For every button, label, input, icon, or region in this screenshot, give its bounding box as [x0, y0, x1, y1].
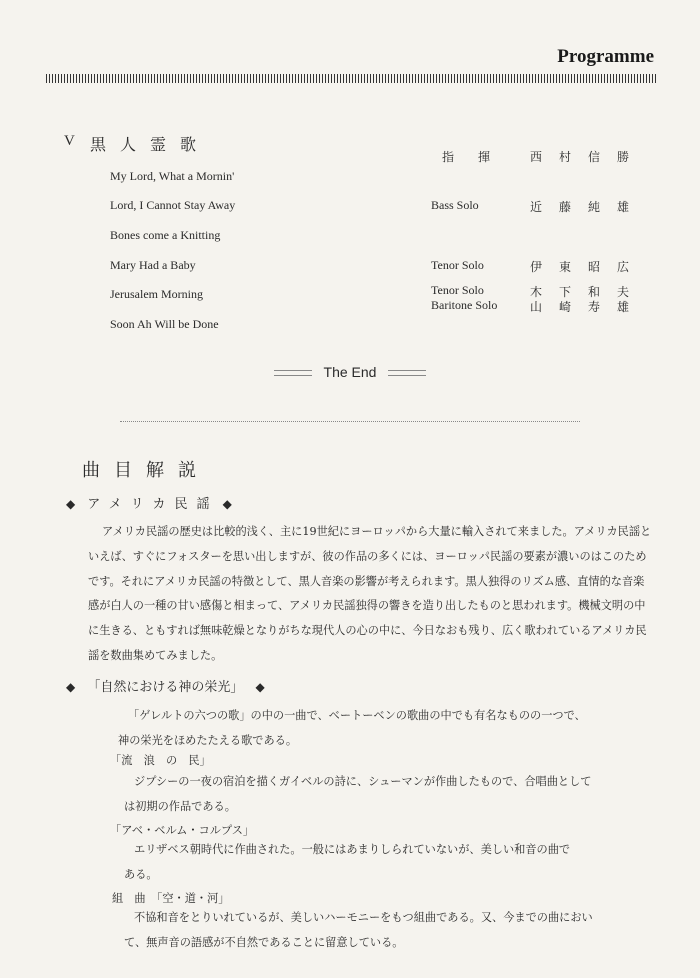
end-text: The End: [323, 364, 377, 380]
diamond-icon: ◆: [255, 680, 265, 694]
paragraph: [124, 770, 591, 820]
song-title: My Lord, What a Mornin': [110, 169, 235, 183]
header-rule: [46, 74, 656, 83]
paragraph-line: エリザベス朝時代に作曲された。一般にはあまりしられていないが、美しい和音の曲で: [134, 843, 571, 856]
paragraph-line: ジプシーの一夜の宿泊を描くガイベルの詩に、シューマンが作曲したもので、合唱曲として: [134, 775, 592, 788]
paragraph-line: 謡を数曲集めてみました。: [88, 648, 223, 662]
end-rule-left: [274, 370, 312, 376]
soloist-name: 木下和夫: [530, 285, 647, 299]
paragraph-line: いえば、すぐにフォスターを思い出しますが、彼の作品の多くには、ヨーロッパ民謡の要素が濃いのはこのため: [88, 549, 647, 563]
diamond-icon: ◆: [66, 680, 76, 694]
paragraph-line: 神の栄光をほめたたえる歌である。: [118, 733, 298, 747]
paragraph-line: です。それにアメリカ民謡の特徴として、黒人音楽の影響が考えられます。黒人独得のリズム感、直情的な音楽: [88, 574, 645, 588]
diamond-icon: ◆: [222, 497, 232, 511]
paragraph-line: は初期の作品である。: [124, 799, 236, 813]
subsection-heading: [66, 676, 265, 695]
subsection-heading: 組 曲 「空・道・河」: [112, 892, 230, 905]
paragraph: [124, 906, 593, 956]
dotted-divider: [120, 421, 580, 422]
song-title: Lord, I Cannot Stay Away: [110, 198, 236, 212]
subsection-heading: 「アベ・ベルム・コルプス」: [110, 824, 255, 837]
paragraph: [118, 704, 586, 754]
paragraph-line: アメリカ民謡の歴史は比較的浅く、主に19世紀にヨーロッパから大量に輸入されて来ました。アメリカ民謡と: [102, 525, 652, 538]
diamond-icon: ◆: [66, 497, 76, 511]
paragraph-line: 「ゲレルトの六つの歌」の中の一曲で、ベートーベンの歌曲の中でも有名なものの一つで、: [128, 709, 586, 722]
song-title: Soon Ah Will be Done: [110, 317, 219, 331]
song-title: Mary Had a Baby: [110, 258, 196, 272]
subsection-heading: [66, 493, 232, 512]
paragraph: [124, 838, 570, 888]
conductor-role: 指 揮: [442, 150, 497, 164]
subsection-heading: 「流 浪 の 民」: [110, 754, 211, 767]
page-header-title: Programme: [557, 46, 654, 67]
paragraph-line: ある。: [124, 867, 158, 881]
commentary-title: 曲目解説: [82, 460, 210, 481]
soloist-name: 近藤純雄: [530, 200, 647, 214]
soloist-role: Baritone Solo: [431, 298, 498, 312]
paragraph-line: て、無声音の語感が不自然であることに留意している。: [124, 935, 404, 949]
subsection-heading-text: 「自然における神の栄光」: [87, 680, 244, 695]
soloist-name: 山崎寿雄: [530, 300, 647, 314]
the-end: [0, 364, 700, 380]
song-title: Jerusalem Morning: [110, 287, 203, 301]
paragraph-line: に生きる、ともすれば無味乾燥となりがちな現代人の心の中に、今日なおも残り、広く歌われているアメリカ民: [88, 624, 647, 638]
soloist-role: Bass Solo: [431, 198, 479, 212]
soloist-name: 伊東昭広: [530, 260, 647, 274]
end-rule-right: [388, 370, 426, 376]
paragraph-line: 不協和音をとりいれているが、美しいハーモニーをもつ組曲である。又、今までの曲におい: [134, 911, 593, 924]
paragraph: [88, 520, 651, 669]
soloist-role: Tenor Solo: [431, 283, 484, 297]
section-numeral: V: [64, 133, 75, 149]
song-title: Bones come a Knitting: [110, 228, 221, 242]
paragraph-line: 感が白人の一種の甘い感傷と相まって、アメリカ民謡独得の響きを造り出したものと思われます。機械文明の中: [88, 599, 646, 613]
soloist-role: Tenor Solo: [431, 258, 484, 272]
section-title: 黒人霊歌: [90, 135, 211, 154]
subsection-heading-text: アメリカ民謡: [87, 497, 219, 512]
conductor-name: 西村信勝: [530, 150, 647, 164]
